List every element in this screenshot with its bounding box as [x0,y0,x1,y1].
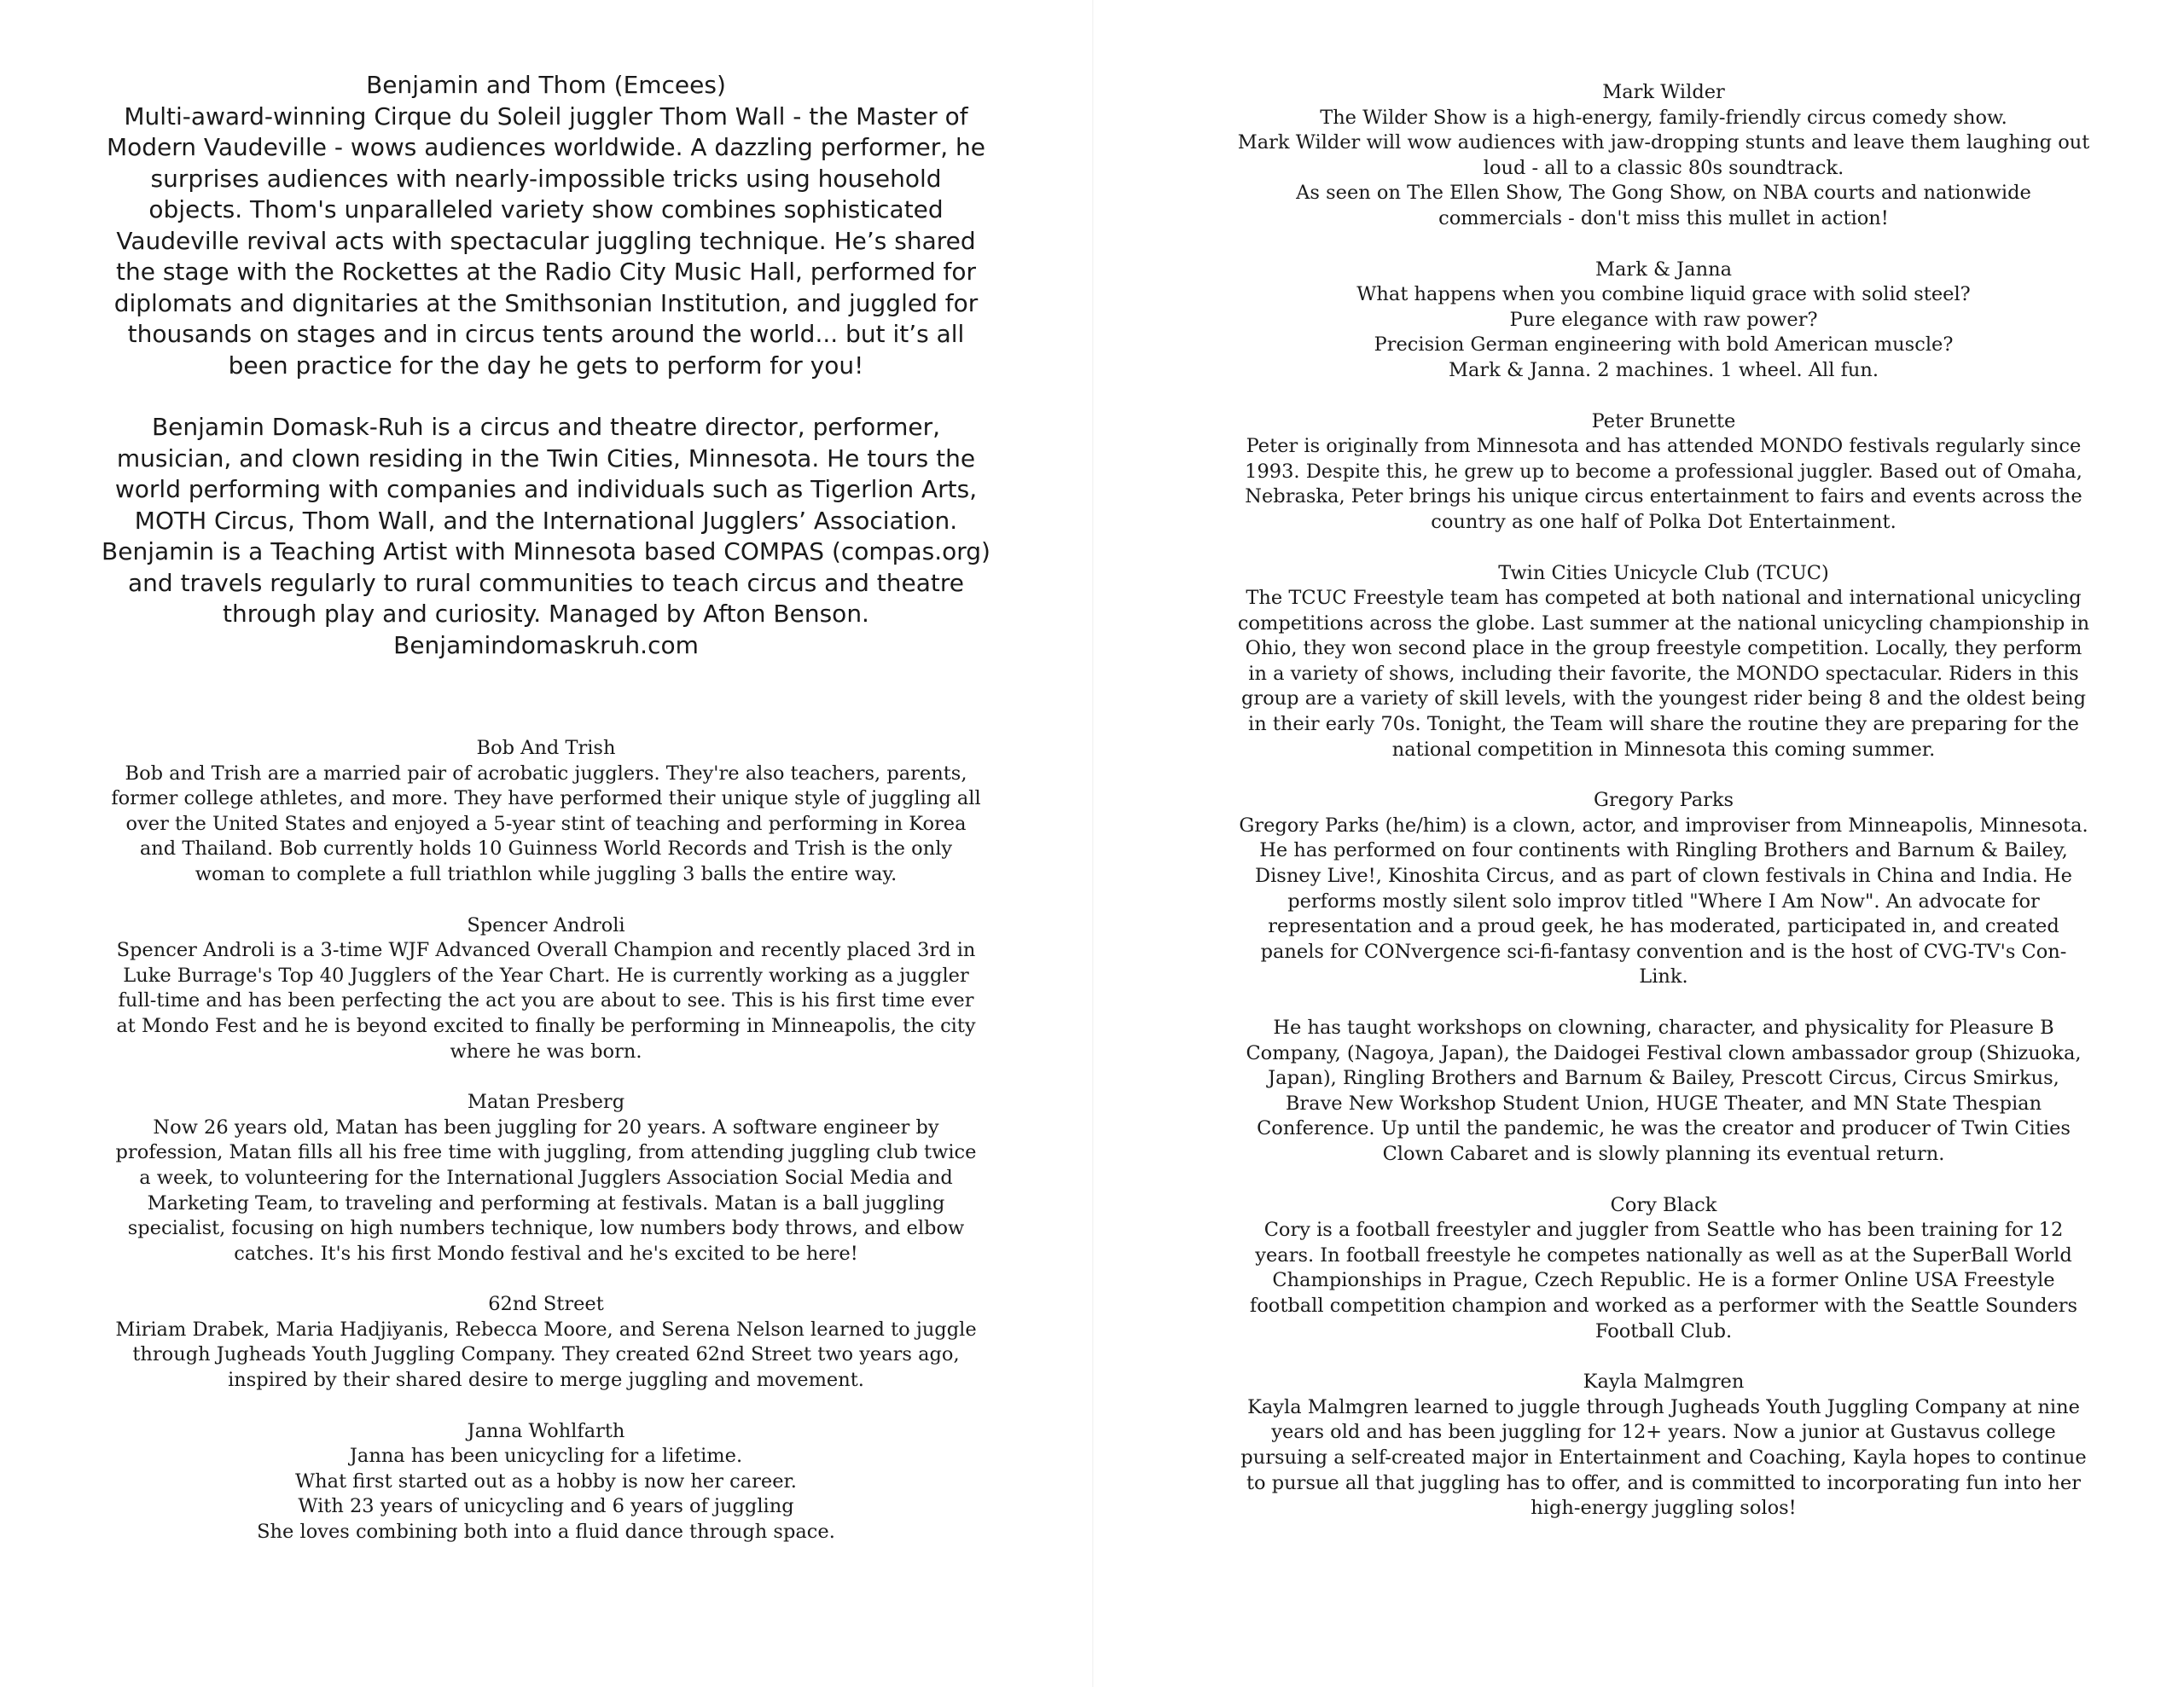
bio-line: Pure elegance with raw power? [1509,308,1818,331]
bio-text: Kayla Malmgren learned to juggle through Jugheads Youth Juggling Company at nine years old and has been juggling for 12+ years. Now a junior at Gustavus college pursuing a self-created major in Entertainment and Coaching, Kayla hopes to continue to pursue all that juggling has to offer, and is committed to incorporating fun into her high-energy juggling solos! [1240,1395,2087,1520]
bio-cory-black [1237,1193,2090,1345]
bio-text: He has taught workshops on clowning, character, and physicality for Pleasure B Company, (Nagoya, Japan), the Daidogei Festival clown ambassador group (Shizuoka, Japan), Ringling Brothers and Barnum & Bailey, Prescott Circus, Circus Smirkus, Brave New Workshop Student Union, HUGE Theater, and MN State Thespian Conference. Up until the pandemic, he was the creator and producer of Twin Cities Clown Cabaret and is slowly planning its eventual return. [1246,1017,2082,1165]
left-page [94,0,998,1545]
bio-janna-wohlfarth [111,1419,981,1545]
bio-name: Spencer Androli [467,913,625,936]
emcees-paragraph-thom: Multi-award-winning Cirque du Soleil juggler Thom Wall - the Master of Modern Vaudeville - wows audiences worldwide. A dazzling performer, he surprises audiences with nearly-impossible tricks using household objects. Thom's unparalleled variety show combines sophisticated Vaudeville revival acts with spectacular juggling technique. He’s shared the stage with the Rockettes at the Radio City Music Hall, performed for diplomats and dignitaries at the Smithsonian Institution, and juggled for thousands on stages and in circus tents around the world... but it’s all been practice for the day he gets to perform for you! [106,101,986,380]
page-fold [1092,0,1094,1687]
bio-peter-brunette [1237,409,2090,536]
bio-text: Bob and Trish are a married pair of acrobatic jugglers. They're also teachers, parents, former college athletes, and more. They have performed their unique style of juggling all over the United States and enjoyed a 5-year stint of teaching and performing in Korea and Thailand. Bob currently holds 10 Guinness World Records and Trish is the only woman to complete a full triathlon while juggling 3 balls the entire way. [111,762,981,885]
bio-name: Peter Brunette [1591,409,1736,432]
bio-line: Janna has been unicycling for a lifetime. [349,1445,743,1468]
left-bios [94,736,998,1545]
bio-name: Cory Black [1610,1193,1717,1216]
emcees-title: Benjamin and Thom (Emcees) [366,71,726,99]
bio-kayla-malmgren [1237,1370,2090,1522]
bio-name: Mark Wilder [1602,81,1725,103]
bio-spencer-androli [111,913,981,1065]
emcees-section [94,70,998,661]
bio-name: Bob And Trish [476,737,616,759]
bio-text: Miriam Drabek, Maria Hadjiyanis, Rebecca Moore, and Serena Nelson learned to juggle through Jugheads Youth Juggling Company. They created 62nd Street two years ago, inspired by their shared desire to merge juggling and movement. [115,1318,977,1392]
bio-62nd-street [111,1292,981,1393]
bio-name: Matan Presberg [467,1091,625,1114]
bio-name: Kayla Malmgren [1583,1371,1745,1394]
bio-line: Mark Wilder will wow audiences with jaw-dropping stunts and leave them laughing out loud - all to a classic 80s soundtrack. [1237,131,2090,179]
bio-mark-wilder [1237,80,2090,232]
bio-text: Cory is a football freestyler and juggler from Seattle who has been training for 12 years. In football freestyle he competes nationally as well as at the SuperBall World Championships in Prague, Czech Republic. He is a former Online USA Freestyle football competition champion and worked as a performer with the Seattle Sounders Football Club. [1249,1219,2078,1342]
bio-name: Gregory Parks [1593,789,1734,812]
emcees-paragraph-benjamin: Benjamin Domask-Ruh is a circus and theatre director, performer, musician, and clown residing in the Twin Cities, Minnesota. He tours the world performing with companies and individuals such as Tigerlion Arts, MOTH Circus, Thom Wall, and the International Jugglers’ Association. Benjamin is a Teaching Artist with Minnesota based COMPAS (compas.org) and travels regularly to rural communities to teach circus and theatre through play and curiosity. Managed by Afton Benson. [102,413,990,628]
bio-text: Gregory Parks (he/him) is a clown, actor, and improviser from Minneapolis, Minnesota. He has performed on four continents with Ringling Brothers and Barnum & Bailey, Disney Live!, Kinoshita Circus, and as part of clown festivals in China and India. He performs mostly silent solo improv titled "Where I Am Now". An advocate for representation and a proud geek, he has moderated, participated in, and created panels for CONvergence sci-fi-fantasy convention and is the host of CVG-TV's Con-Link. [1239,814,2088,988]
bio-line: As seen on The Ellen Show, The Gong Show, on NBA courts and nationwide commercials - don't miss this mullet in action! [1296,182,2031,229]
bio-name: Mark & Janna [1594,258,1732,281]
bio-name: Janna Wohlfarth [467,1419,625,1442]
bio-name: Twin Cities Unicycle Club (TCUC) [1498,561,1829,584]
right-bios [1237,80,2090,1522]
bio-text: Spencer Androli is a 3-time WJF Advanced Overall Champion and recently placed 3rd in Luke Burrage's Top 40 Jugglers of the Year Chart. He is currently working as a juggler full-time and has been perfecting the act you are about to see. This is his first time ever at Mondo Fest and he is beyond excited to finally be performing in Minneapolis, the city where he was born. [116,939,976,1063]
bio-line: She loves combining both into a fluid dance through space. [257,1521,835,1544]
bio-text: The TCUC Freestyle team has competed at both national and international unicycling competitions across the globe. Last summer at the national unicycling championship in Ohio, they won second place in the group freestyle competition. Locally, they perform in a variety of shows, including their favorite, the MONDO spectacular. Riders in this group are a variety of skill levels, with the youngest rider being 8 and the oldest being in their early 70s. Tonight, the Team will share the routine they are preparing for the national competition in Minnesota this coming summer. [1237,587,2090,761]
bio-matan-presberg [111,1090,981,1267]
bio-bob-and-trish [111,736,981,888]
bio-line: The Wilder Show is a high-energy, family-friendly circus comedy show. [1320,106,2007,129]
emcees-website: Benjamindomaskruh.com [393,630,699,659]
bio-text: Peter is originally from Minnesota and has attended MONDO festivals regularly since 1993. Despite this, he grew up to become a professional juggler. Based out of Omaha, Nebraska, Peter brings his unique circus entertainment to fairs and events across the country as one half of Polka Dot Entertainment. [1245,435,2082,533]
bio-name: 62nd Street [488,1293,604,1316]
bio-line: Precision German engineering with bold American muscle? [1374,333,1954,357]
bio-mark-and-janna [1237,258,2090,384]
bio-line: What first started out as a hobby is now her career. [295,1470,797,1493]
bio-line: Mark & Janna. 2 machines. 1 wheel. All fun. [1448,358,1879,381]
bio-line: What happens when you combine liquid grace with solid steel? [1356,283,1971,306]
bio-text: Now 26 years old, Matan has been juggling for 20 years. A software engineer by profession, Matan fills all his free time with juggling, from attending juggling club twice a week, to volunteering for the International Jugglers Association Social Media and Marketing Team, to traveling and performing at festivals. Matan is a ball juggling specialist, focusing on high numbers technique, low numbers body throws, and elbow catches. It's his first Mondo festival and he's excited to be here! [115,1116,977,1265]
bio-line: With 23 years of unicycling and 6 years of juggling [298,1495,794,1518]
bio-gregory-parks [1237,788,2090,1167]
bio-tcuc [1237,561,2090,763]
right-page [1237,0,2090,1522]
